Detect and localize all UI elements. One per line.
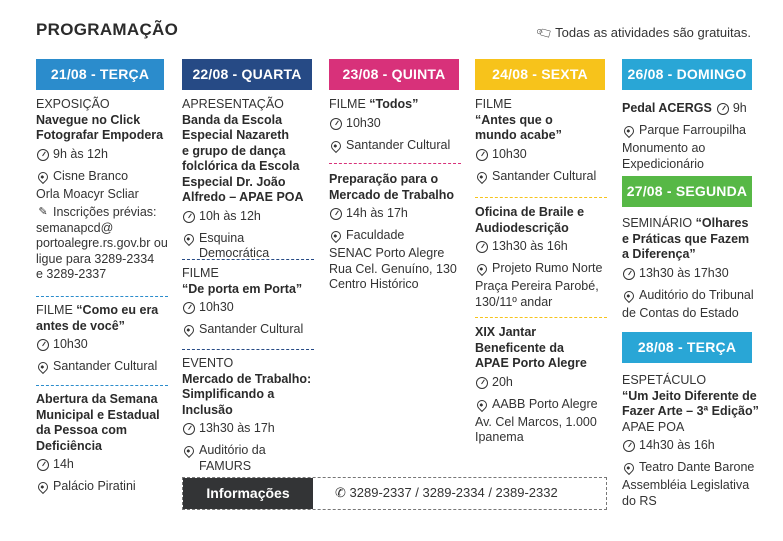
clock-icon bbox=[330, 208, 342, 220]
informacoes-button[interactable]: Informações bbox=[183, 478, 313, 509]
ticket-icon: 🏷 bbox=[534, 23, 555, 43]
event-place: Cisne Branco bbox=[53, 168, 129, 183]
event-place: Orla Moacyr Scliar bbox=[36, 186, 139, 201]
event-name: Preparação para o bbox=[329, 172, 439, 186]
event-time: 10h às 12h bbox=[199, 208, 261, 223]
day-header-24: 24/08 - SEXTA bbox=[475, 59, 605, 90]
event-place: Expedicionário bbox=[622, 156, 704, 171]
event-name: “Todos” bbox=[369, 97, 419, 111]
free-note bbox=[534, 23, 751, 43]
event-place: Teatro Dante Barone bbox=[639, 460, 755, 474]
event-name: Beneficente da bbox=[475, 340, 564, 355]
page-title: PROGRAMAÇÃO bbox=[36, 20, 179, 39]
event-place: Centro Histórico bbox=[329, 277, 419, 291]
event-time: 14h bbox=[53, 457, 74, 471]
event-place: Santander Cultural bbox=[199, 322, 304, 336]
location-pin-icon bbox=[182, 231, 196, 245]
registration-email: semanapcd@ bbox=[36, 220, 114, 235]
event-exposicao bbox=[36, 97, 168, 283]
day-header-28: 28/08 - TERÇA bbox=[622, 332, 752, 363]
event-time: 13h30 às 16h bbox=[492, 239, 568, 253]
event-name: XIX Jantar bbox=[475, 325, 537, 339]
event-label: SEMINÁRIO bbox=[622, 216, 693, 230]
event-label: FILME bbox=[329, 97, 366, 111]
free-note-text: Todas as atividades são gratuitas. bbox=[555, 25, 751, 40]
event-place: Parque Farroupilha bbox=[639, 123, 747, 137]
event-place: Esquina Democrática bbox=[199, 230, 270, 260]
event-name: Especial Dr. João bbox=[182, 174, 286, 189]
location-pin-icon bbox=[329, 138, 343, 152]
event-place: Faculdade bbox=[346, 228, 405, 242]
event-label: FILME bbox=[36, 303, 73, 317]
divider bbox=[36, 385, 168, 386]
event-place: SENAC Porto Alegre bbox=[329, 246, 445, 260]
event-time: 13h30 às 17h30 bbox=[639, 265, 729, 280]
event-name: Especial Nazareth bbox=[182, 128, 289, 142]
event-place: Palácio Piratini bbox=[53, 479, 136, 493]
event-name: Abertura da Semana bbox=[36, 392, 158, 406]
event-time: 14h30 às 16h bbox=[639, 438, 715, 452]
location-pin-icon bbox=[622, 461, 636, 475]
event-name: a Diferença” bbox=[622, 247, 696, 261]
event-time: 14h às 17h bbox=[346, 206, 408, 220]
event-place: Praça Pereira Parobé, bbox=[475, 279, 599, 293]
event-name: “Antes que o bbox=[475, 112, 553, 127]
event-time: 10h30 bbox=[492, 146, 527, 161]
event-place: Assembléia Legislativa bbox=[622, 478, 750, 492]
event-filme-de-porta bbox=[182, 266, 314, 340]
event-name: APAE Porto Alegre bbox=[475, 356, 587, 370]
registration-phone: ligue para 3289-2334 bbox=[36, 251, 155, 266]
event-pedal bbox=[622, 101, 762, 172]
event-name: e Práticas que Fazem bbox=[622, 231, 750, 246]
event-name: e grupo de dança bbox=[182, 143, 286, 158]
clock-icon bbox=[37, 149, 49, 161]
event-label: EVENTO bbox=[182, 356, 234, 370]
event-name: “Um Jeito Diferente de bbox=[622, 388, 757, 403]
location-pin-icon bbox=[622, 124, 636, 138]
clock-icon bbox=[37, 339, 49, 351]
divider bbox=[182, 259, 314, 260]
event-name: Alfredo – APAE POA bbox=[182, 190, 304, 204]
location-pin-icon bbox=[36, 480, 50, 494]
event-preparacao bbox=[329, 172, 461, 293]
clock-icon bbox=[183, 423, 195, 435]
registration-info: Inscrições prévias: bbox=[53, 205, 157, 219]
event-name: da Pessoa com bbox=[36, 423, 128, 437]
event-label: FILME bbox=[182, 266, 219, 280]
event-time: 9h bbox=[732, 101, 747, 115]
event-place: Santander Cultural bbox=[53, 359, 158, 373]
event-mercado-trabalho bbox=[182, 356, 314, 474]
clock-icon bbox=[717, 103, 729, 115]
divider bbox=[329, 163, 461, 164]
event-name: Audiodescrição bbox=[475, 220, 569, 235]
clock-icon bbox=[623, 440, 635, 452]
event-label: APRESENTAÇÃO bbox=[182, 97, 284, 111]
event-place: de Contas do Estado bbox=[622, 305, 739, 320]
event-name: Deficiência bbox=[36, 438, 103, 453]
phone-text: 3289-2337 / 3289-2334 / 2389-2332 bbox=[349, 485, 558, 500]
info-bar bbox=[182, 477, 607, 510]
event-name: Municipal e Estadual bbox=[36, 407, 160, 422]
location-pin-icon bbox=[182, 323, 196, 337]
event-oficina-braile bbox=[475, 205, 607, 310]
event-time: 10h30 bbox=[199, 300, 234, 314]
location-pin-icon bbox=[475, 262, 489, 276]
event-name: “De porta em Porta” bbox=[182, 281, 303, 296]
event-name: Mercado de Trabalho: bbox=[182, 371, 312, 386]
event-time: 13h30 às 17h bbox=[199, 421, 275, 435]
day-header-22: 22/08 - QUARTA bbox=[182, 59, 312, 90]
event-place: Santander Cultural bbox=[492, 168, 597, 183]
location-pin-icon bbox=[475, 169, 489, 183]
event-name: Oficina de Braile e bbox=[475, 205, 585, 219]
event-espetaculo bbox=[622, 373, 762, 509]
event-name: antes de você” bbox=[36, 318, 125, 333]
event-name: “Olhares bbox=[695, 216, 749, 230]
clock-icon bbox=[476, 149, 488, 161]
day-header-26: 26/08 - DOMINGO bbox=[622, 59, 752, 90]
event-name: Inclusão bbox=[182, 402, 233, 417]
event-place: Rua Cel. Genuíno, 130 bbox=[329, 261, 457, 276]
day-header-21: 21/08 - TERÇA bbox=[36, 59, 164, 90]
clock-icon bbox=[183, 302, 195, 314]
clock-icon bbox=[37, 459, 49, 471]
event-place: 130/11º andar bbox=[475, 294, 553, 309]
event-filme-todos bbox=[329, 97, 461, 156]
event-filme-antes bbox=[475, 97, 607, 187]
divider bbox=[36, 296, 168, 297]
location-pin-icon bbox=[36, 360, 50, 374]
location-pin-icon bbox=[36, 169, 50, 183]
event-place: Av. Cel Marcos, 1.000 bbox=[475, 414, 597, 429]
event-place: Santander Cultural bbox=[346, 137, 451, 152]
event-name: Pedal ACERGS bbox=[622, 101, 712, 115]
event-organizer: APAE POA bbox=[622, 419, 685, 434]
event-place: do RS bbox=[622, 493, 657, 508]
event-place: Auditório do Tribunal bbox=[639, 287, 754, 302]
day-header-23: 23/08 - QUINTA bbox=[329, 59, 459, 90]
event-label: EXPOSIÇÃO bbox=[36, 97, 110, 111]
event-time: 10h30 bbox=[53, 337, 88, 351]
event-name: Simplificando a bbox=[182, 387, 275, 401]
event-name: Navegue no Click bbox=[36, 112, 141, 127]
clock-icon bbox=[476, 377, 488, 389]
event-filme-como-eu-era bbox=[36, 303, 168, 377]
registration-phone: e 3289-2337 bbox=[36, 267, 107, 281]
clock-icon bbox=[183, 211, 195, 223]
location-pin-icon bbox=[182, 444, 196, 458]
event-place: Auditório da FAMURS bbox=[199, 443, 266, 473]
clock-icon bbox=[623, 268, 635, 280]
registration-email: portoalegre.rs.gov.br ou bbox=[36, 236, 168, 250]
event-place: Monumento ao bbox=[622, 141, 706, 155]
divider bbox=[475, 317, 607, 318]
clock-icon bbox=[476, 241, 488, 253]
event-seminario bbox=[622, 216, 762, 321]
event-time: 10h30 bbox=[346, 115, 381, 130]
location-pin-icon bbox=[622, 288, 636, 302]
phone-icon: ✆ bbox=[335, 485, 346, 500]
day-header-27: 27/08 - SEGUNDA bbox=[622, 176, 752, 207]
event-place: Projeto Rumo Norte bbox=[492, 261, 603, 275]
event-name: Fotografar Empodera bbox=[36, 128, 164, 142]
event-name: “Como eu era bbox=[76, 303, 159, 317]
event-name: Mercado de Trabalho bbox=[329, 187, 455, 202]
event-apresentacao bbox=[182, 97, 314, 262]
divider bbox=[182, 349, 314, 350]
pin-marker-icon: ✎ bbox=[38, 206, 48, 218]
event-place: AABB Porto Alegre bbox=[492, 396, 598, 411]
clock-icon bbox=[330, 118, 342, 130]
event-time: 20h bbox=[492, 374, 513, 389]
event-label: ESPETÁCULO bbox=[622, 373, 707, 387]
location-pin-icon bbox=[475, 397, 489, 411]
event-name: Fazer Arte – 3ª Edição” bbox=[622, 404, 759, 418]
event-name: Banda da Escola bbox=[182, 112, 283, 127]
event-place: Ipanema bbox=[475, 430, 524, 444]
event-abertura bbox=[36, 392, 168, 497]
event-time: 9h às 12h bbox=[53, 146, 108, 161]
phone-numbers bbox=[335, 485, 558, 501]
event-jantar bbox=[475, 325, 607, 446]
event-name: mundo acabe” bbox=[475, 128, 562, 142]
event-name: folclórica da Escola bbox=[182, 159, 300, 173]
event-label: FILME bbox=[475, 97, 512, 111]
location-pin-icon bbox=[329, 229, 343, 243]
divider bbox=[475, 197, 607, 198]
